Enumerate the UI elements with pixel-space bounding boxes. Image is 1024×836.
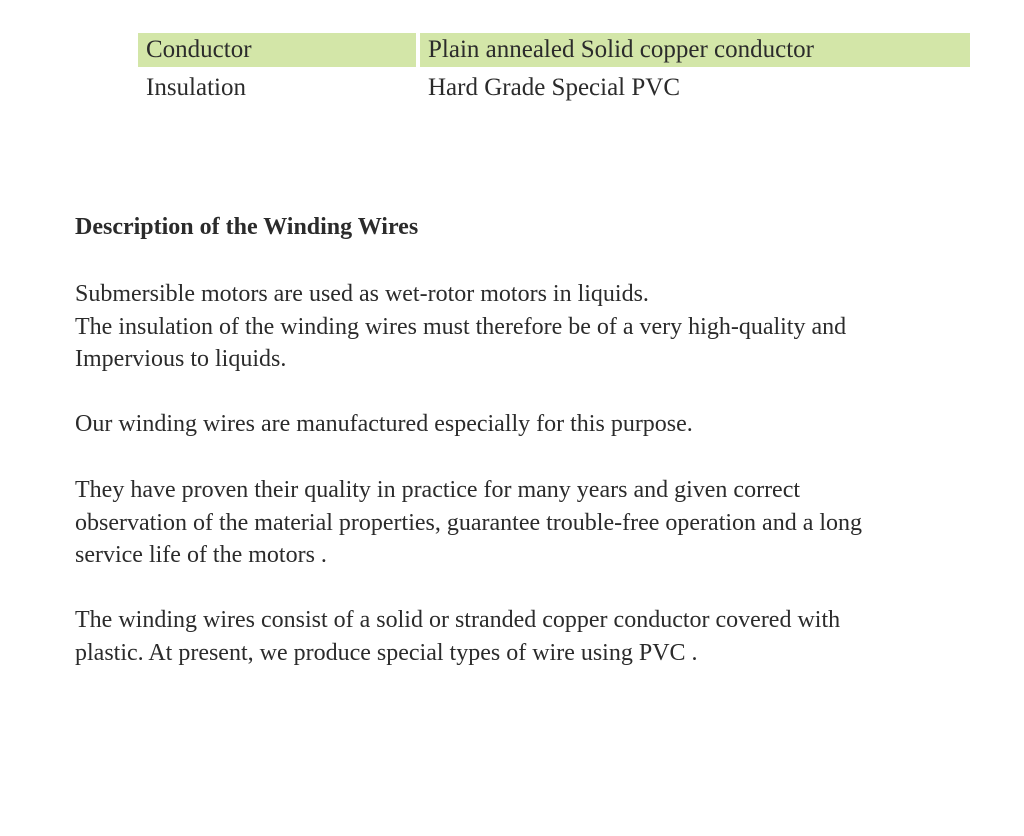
text-line: observation of the material properties, guarantee trouble-free operation and a long: [75, 509, 863, 536]
text-line: Our winding wires are manufactured especially for this purpose.: [75, 411, 693, 437]
spec-value: Hard Grade Special PVC: [428, 74, 681, 101]
paragraph: [75, 604, 995, 669]
paragraph: [75, 278, 995, 376]
section-heading: Description of the Winding Wires: [75, 214, 419, 240]
spec-label: Conductor: [138, 33, 416, 67]
text-line: Impervious to liquids.: [75, 346, 287, 372]
text-line: They have proven their quality in practice for many years and given correct: [75, 477, 801, 503]
text-line: Submersible motors are used as wet-rotor motors in liquids.: [75, 281, 649, 307]
text-line: The insulation of the winding wires must therefore be of a very high-quality and: [75, 313, 847, 340]
paragraph: [75, 408, 995, 441]
spec-label: Insulation: [146, 74, 246, 101]
spec-value: Plain annealed Solid copper conductor: [420, 33, 970, 67]
spec-row-insulation: [138, 69, 970, 107]
spec-row-conductor: [138, 31, 970, 69]
text-line: The winding wires consist of a solid or stranded copper conductor covered with: [75, 607, 841, 633]
spec-table: [138, 31, 970, 107]
text-line: service life of the motors .: [75, 542, 327, 568]
paragraph: [75, 474, 995, 572]
text-line: plastic. At present, we produce special types of wire using PVC .: [75, 639, 698, 666]
